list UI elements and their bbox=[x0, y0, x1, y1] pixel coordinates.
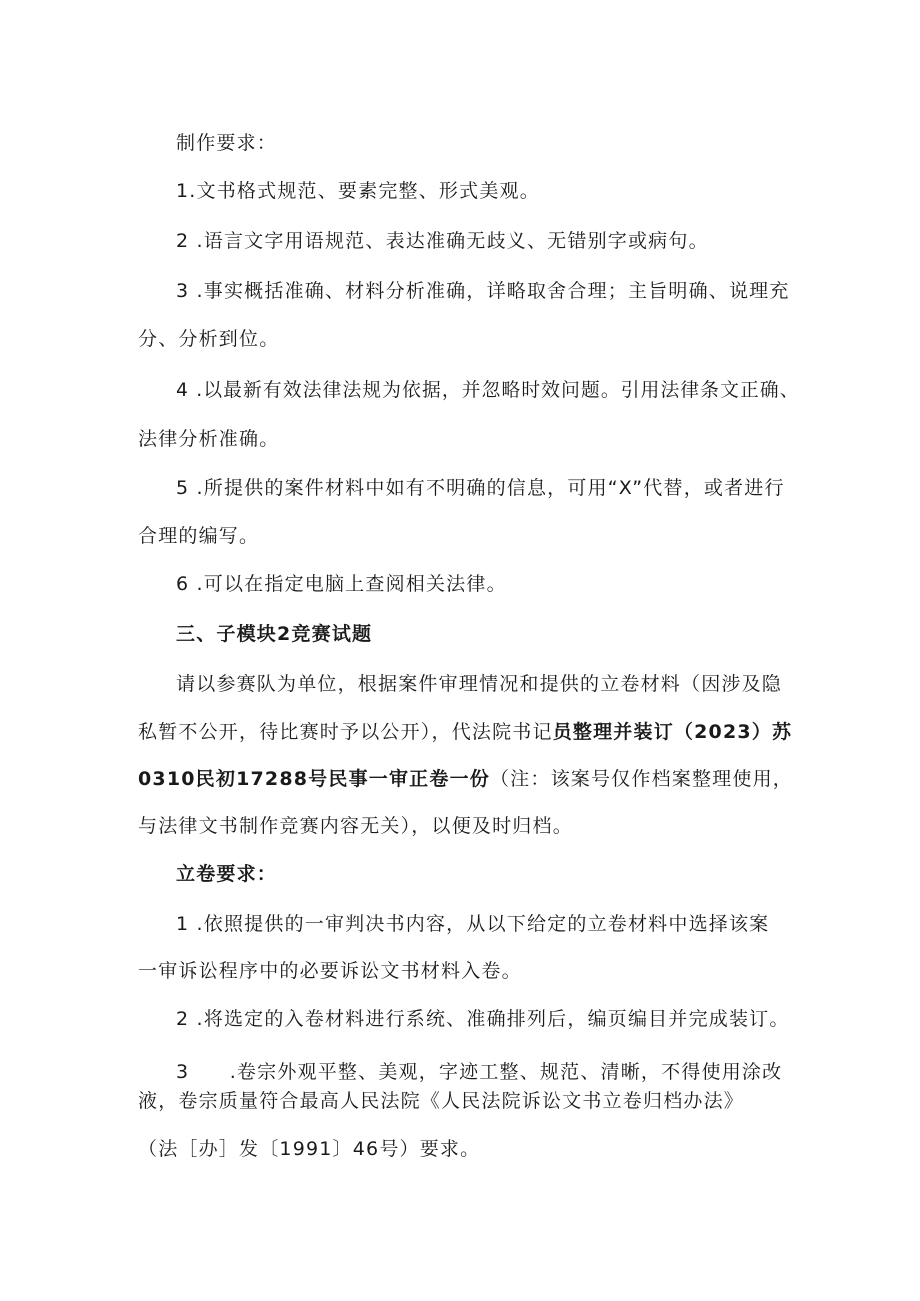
filing-1-line-2: 一审诉讼程序中的必要诉讼文书材料入卷。 bbox=[138, 960, 522, 982]
requirement-4-line-2: 法律分析准确。 bbox=[138, 428, 280, 450]
requirement-2: 2 .语言文字用语规范、表达准确无歧义、无错别字或病句。 bbox=[176, 230, 709, 252]
filing-2: 2 .将选定的入卷材料进行系统、准确排列后，编页编目并完成装订。 bbox=[176, 1008, 790, 1030]
requirements-heading: 制作要求： bbox=[176, 132, 278, 154]
task-line-4: 与法律文书制作竞赛内容无关），以便及时归档。 bbox=[138, 815, 573, 837]
requirement-6: 6 .可以在指定电脑上查阅相关法律。 bbox=[176, 573, 507, 595]
filing-1-line-1: 1 .依照提供的一审判决书内容，从以下给定的立卷材料中选择该案 bbox=[176, 913, 770, 935]
requirement-5-line-1: 5 .所提供的案件材料中如有不明确的信息，可用“X”代替，或者进行 bbox=[176, 477, 785, 499]
filing-3-line-1: 3 .卷宗外观平整、美观，字迹工整、规范、清晰，不得使用涂改 bbox=[176, 1061, 783, 1083]
task-line-2 bbox=[138, 720, 792, 744]
requirement-3-line-2: 分、分析到位。 bbox=[138, 328, 280, 350]
case-number: 0310民初17288号民事一审正卷一份 bbox=[138, 768, 490, 790]
filing-3-line-2: 液，卷宗质量符合最高人民法院《人民法院诉讼文书立卷归档办法》 bbox=[138, 1090, 745, 1112]
section-heading: 三、子模块2竞赛试题 bbox=[176, 623, 373, 645]
requirement-3-line-1: 3 .事实概括准确、材料分析准确，详略取舍合理；主旨明确、说理充 bbox=[176, 280, 790, 302]
requirement-4-line-1: 4 .以最新有效法律法规为依据，并忽略时效问题。引用法律条文正确、 bbox=[176, 379, 800, 401]
task-line-2-normal: 私暂不公开，待比赛时予以公开），代法院书记 bbox=[138, 721, 553, 743]
requirement-1: 1.文书格式规范、要素完整、形式美观。 bbox=[176, 180, 540, 202]
filing-3-line-3: （法［办］发〔1991〕46号）要求。 bbox=[138, 1138, 481, 1160]
task-line-2-bold: 员整理并装订（2023）苏 bbox=[552, 721, 793, 743]
task-line-3-normal: （注：该案号仅作档案整理使用， bbox=[489, 768, 793, 790]
task-line-3 bbox=[138, 767, 793, 791]
task-line-1: 请以参赛队为单位，根据案件审理情况和提供的立卷材料（因涉及隐 bbox=[176, 673, 783, 695]
requirement-5-line-2: 合理的编写。 bbox=[138, 525, 260, 547]
filing-heading: 立卷要求： bbox=[176, 863, 278, 885]
